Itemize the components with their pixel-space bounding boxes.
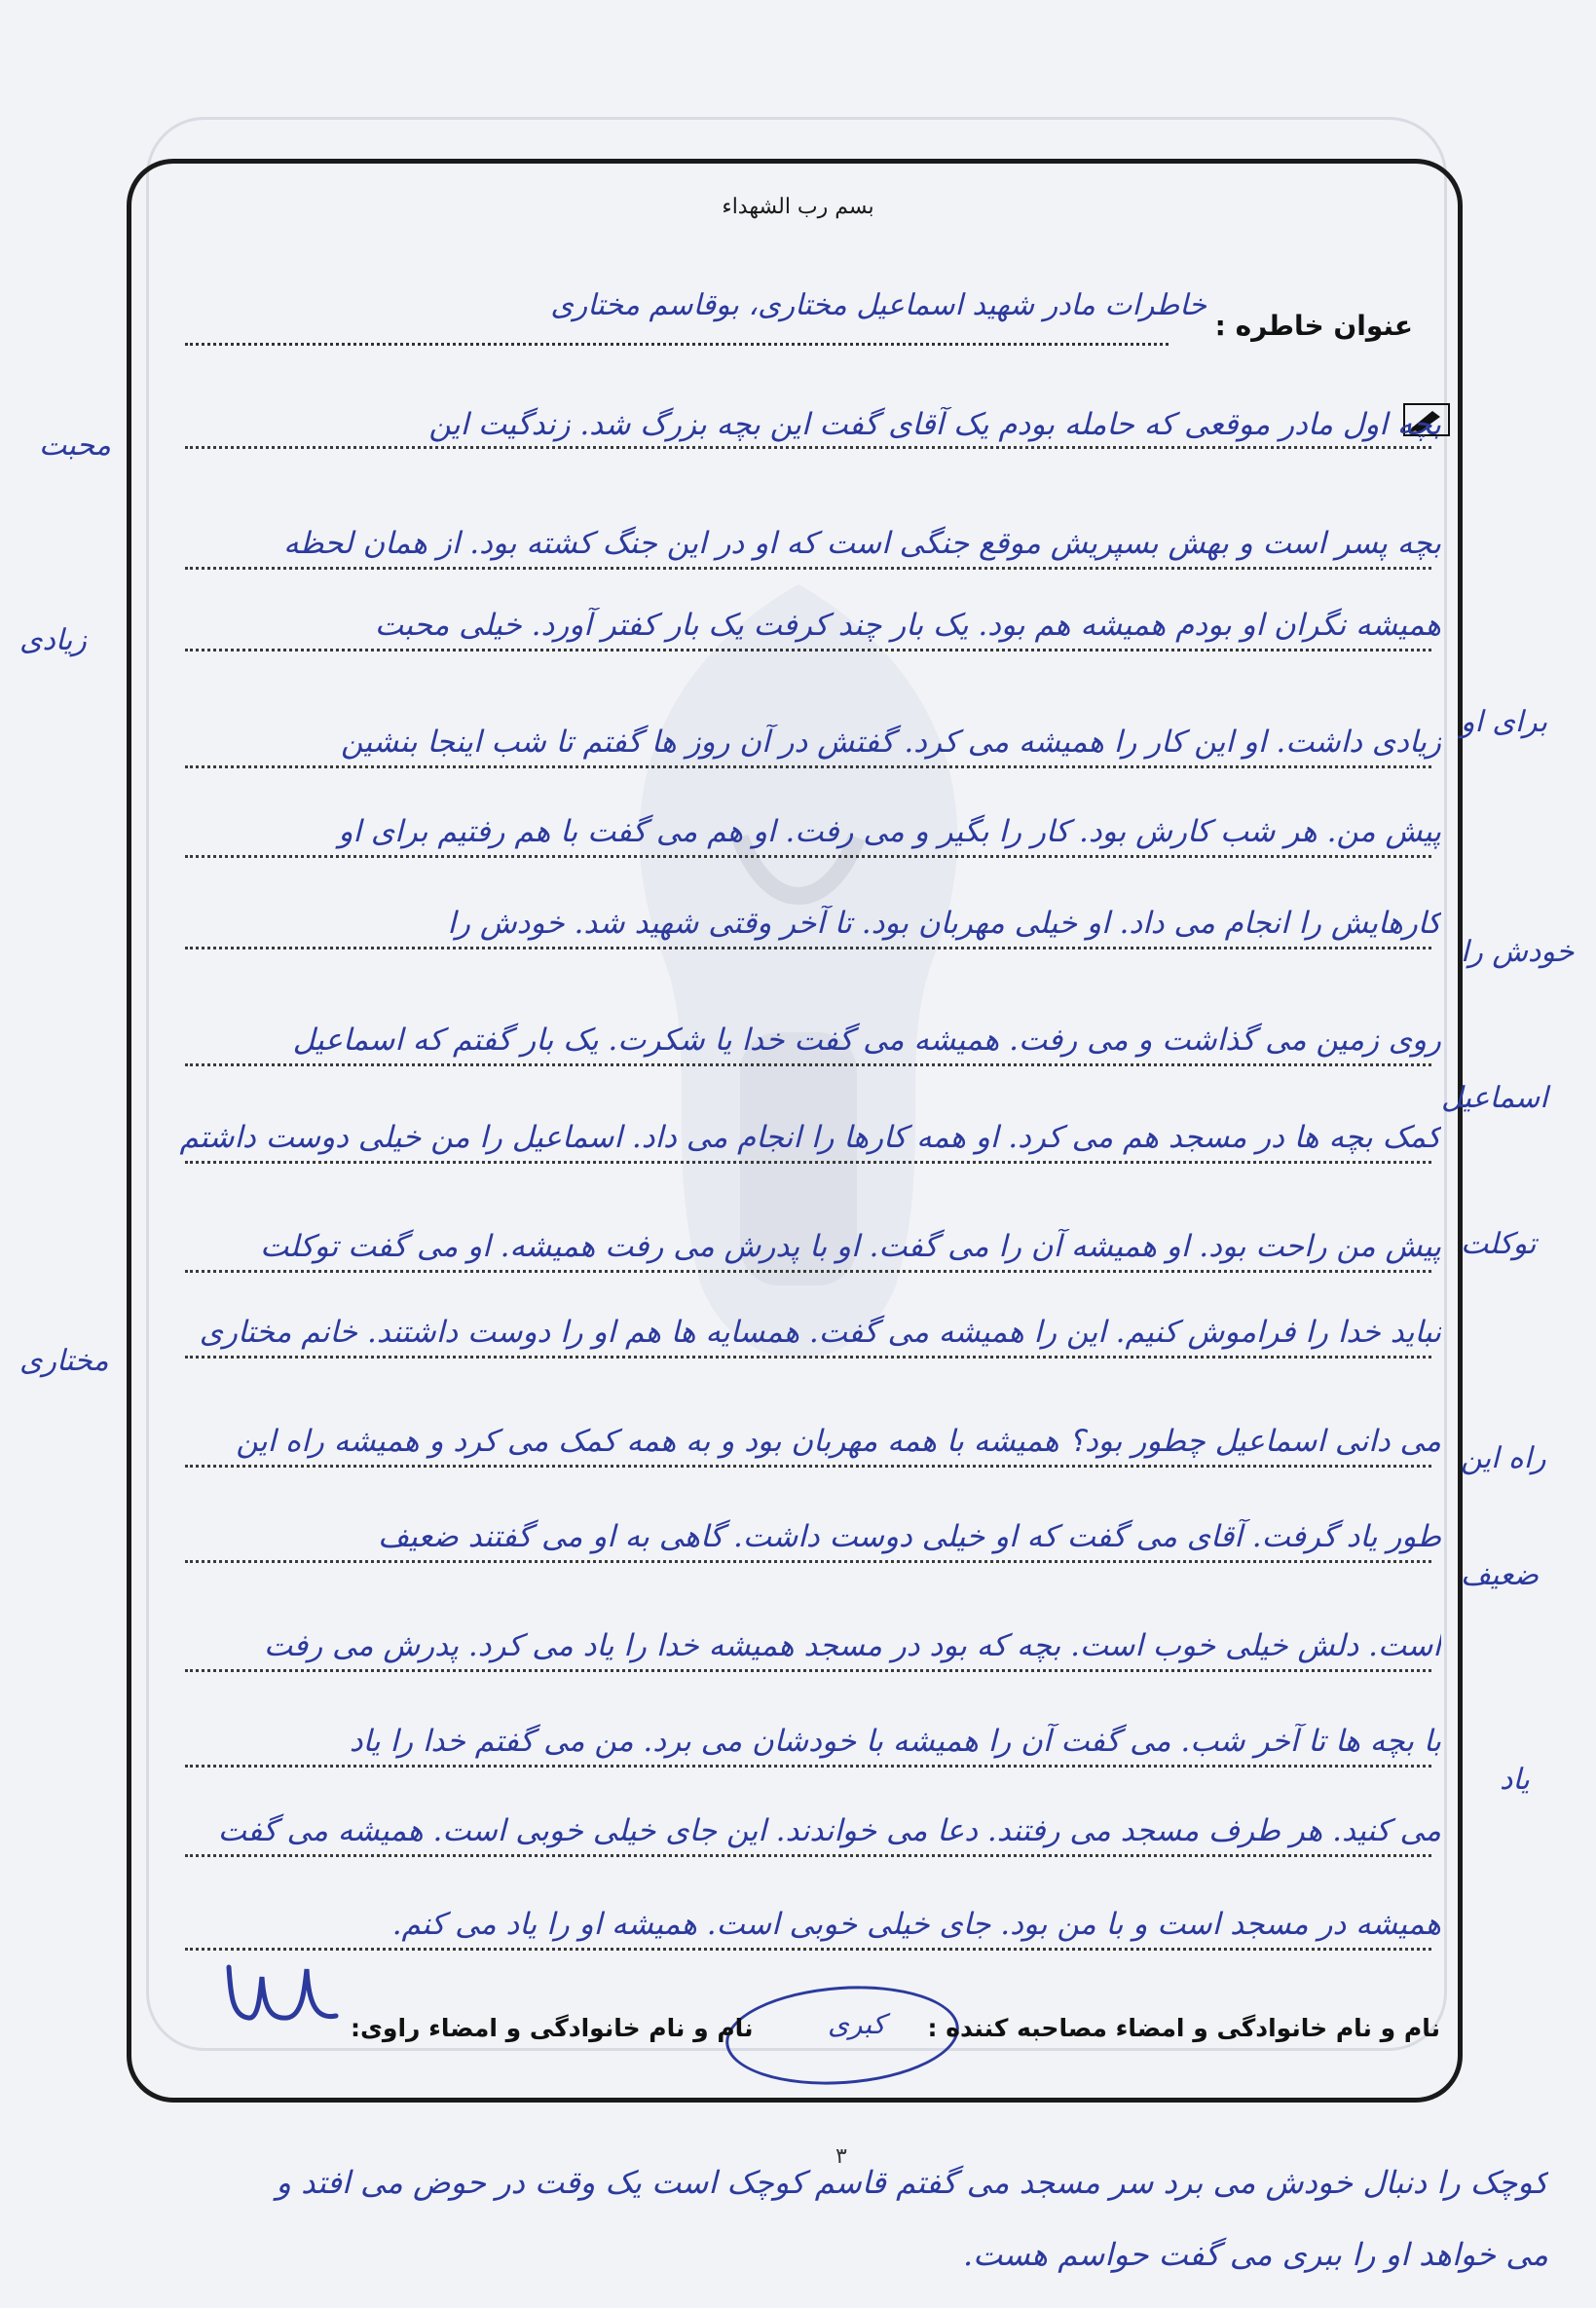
dotted-rule	[185, 1356, 1431, 1359]
dotted-rule	[185, 855, 1431, 858]
memoir-title-label: عنوان خاطره :	[1214, 310, 1413, 342]
dotted-rule	[185, 1854, 1431, 1857]
dotted-rule	[185, 1161, 1431, 1164]
narrator-label: نام و نام خانوادگی و امضاء راوی:	[351, 2014, 754, 2042]
margin-note: خودش را	[1461, 935, 1575, 969]
memoir-line: بچه اول مادر موقعی که حامله بودم یک آقای گفت این بچه بزرگ شد. زندگیت این	[428, 407, 1441, 442]
dotted-rule	[185, 1765, 1431, 1768]
memoir-title-value: خاطرات مادر شهید اسماعیل مختاری، بوقاسم مختاری	[550, 288, 1206, 322]
title-dotted-line	[185, 343, 1169, 346]
margin-note: توکلت	[1461, 1227, 1537, 1261]
interviewer-label: نام و نام خانوادگی و امضاء مصاحبه کننده :	[927, 2014, 1440, 2042]
basmala-header: بسم رب الشهداء	[722, 195, 874, 219]
page-number: ۳	[835, 2144, 847, 2169]
memoir-line: کمک بچه ها در مسجد هم می کرد. او همه کارها را انجام می داد. اسماعیل را من خیلی دوست داشتم	[179, 1120, 1441, 1155]
memoir-line: روی زمین می گذاشت و می رفت. همیشه می گفت خدا یا شکرت. یک بار گفتم که اسماعیل	[292, 1023, 1441, 1058]
dotted-rule	[185, 947, 1431, 949]
margin-note: راه این	[1461, 1441, 1546, 1475]
memoir-line: زیادی داشت. او این کار را همیشه می کرد. گفتش در آن روز ها گفتم تا شب اینجا بنشین	[341, 725, 1441, 760]
margin-note: اسماعیل	[1441, 1081, 1548, 1115]
memoir-line: است. دلش خیلی خوب است. بچه که بود در مسجد همیشه خدا را یاد می کرد. پدرش می رفت	[263, 1628, 1441, 1663]
margin-note: ضعیف	[1461, 1558, 1540, 1592]
memoir-line: پیش من. هر شب کارش بود. کار را بگیر و می رفت. او هم می گفت با هم رفتیم برای او	[338, 814, 1441, 849]
margin-note: محبت	[39, 428, 111, 463]
footer-continuation-line: می خواهد او را ببری می گفت حواسم هست.	[963, 2236, 1548, 2273]
margin-note: یاد	[1500, 1763, 1530, 1797]
dotted-rule	[185, 1669, 1431, 1672]
memoir-line: با بچه ها تا آخر شب. می گفت آن را همیشه با خودشان می برد. من می گفتم خدا را یاد	[349, 1724, 1441, 1759]
dotted-rule	[185, 765, 1431, 768]
margin-note: مختاری	[19, 1344, 109, 1378]
dotted-rule	[185, 446, 1431, 449]
margin-note: زیادی	[19, 623, 87, 657]
narrator-signature	[219, 1948, 346, 2035]
memoir-line: پیش من راحت بود. او همیشه آن را می گفت. او با پدرش می رفت همیشه. او می گفت توکلت	[260, 1229, 1441, 1264]
memoir-line: طور یاد گرفت. آقای می گفت که او خیلی دوست داشت. گاهی به او می گفتند ضعیف	[378, 1519, 1441, 1554]
dotted-rule	[185, 1270, 1431, 1273]
memoir-line: می کنید. هر طرف مسجد می رفتند. دعا می خواندند. این جای خیلی خوبی است. همیشه می گفت	[217, 1813, 1441, 1848]
memoir-line: نباید خدا را فراموش کنیم. این را همیشه می گفت. همسایه ها هم او را دوست داشتند. خانم مختاری	[199, 1315, 1441, 1350]
memoir-line: می دانی اسماعیل چطور بود؟ همیشه با همه مهربان بود و به همه کمک می کرد و همیشه راه این	[236, 1424, 1441, 1459]
memoir-line: بچه پسر است و بهش بسپریش موقع جنگی است که او در این جنگ کشته بود. از همان لحظه	[283, 526, 1441, 561]
memoir-line: همیشه نگران او بودم همیشه هم بود. یک بار چند کرفت یک بار کفتر آورد. خیلی محبت	[374, 608, 1441, 643]
dotted-rule	[185, 567, 1431, 570]
dotted-rule	[185, 1560, 1431, 1563]
dotted-rule	[185, 1465, 1431, 1468]
interviewer-signature: کبری	[828, 2008, 886, 2040]
dotted-rule	[185, 649, 1431, 651]
dotted-rule	[185, 1948, 1431, 1951]
margin-note: برای او	[1461, 705, 1548, 739]
memoir-line: همیشه در مسجد است و با من بود. جای خیلی خوبی است. همیشه او را یاد می کنم.	[391, 1907, 1441, 1942]
dotted-rule	[185, 1063, 1431, 1066]
footer-continuation-line: کوچک را دنبال خودش می برد سر مسجد می گفتم قاسم کوچک است یک وقت در حوض می افتد و	[276, 2164, 1548, 2201]
memoir-line: کارهایش را انجام می داد. او خیلی مهربان بود. تا آخر وقتی شهید شد. خودش را	[447, 906, 1441, 941]
